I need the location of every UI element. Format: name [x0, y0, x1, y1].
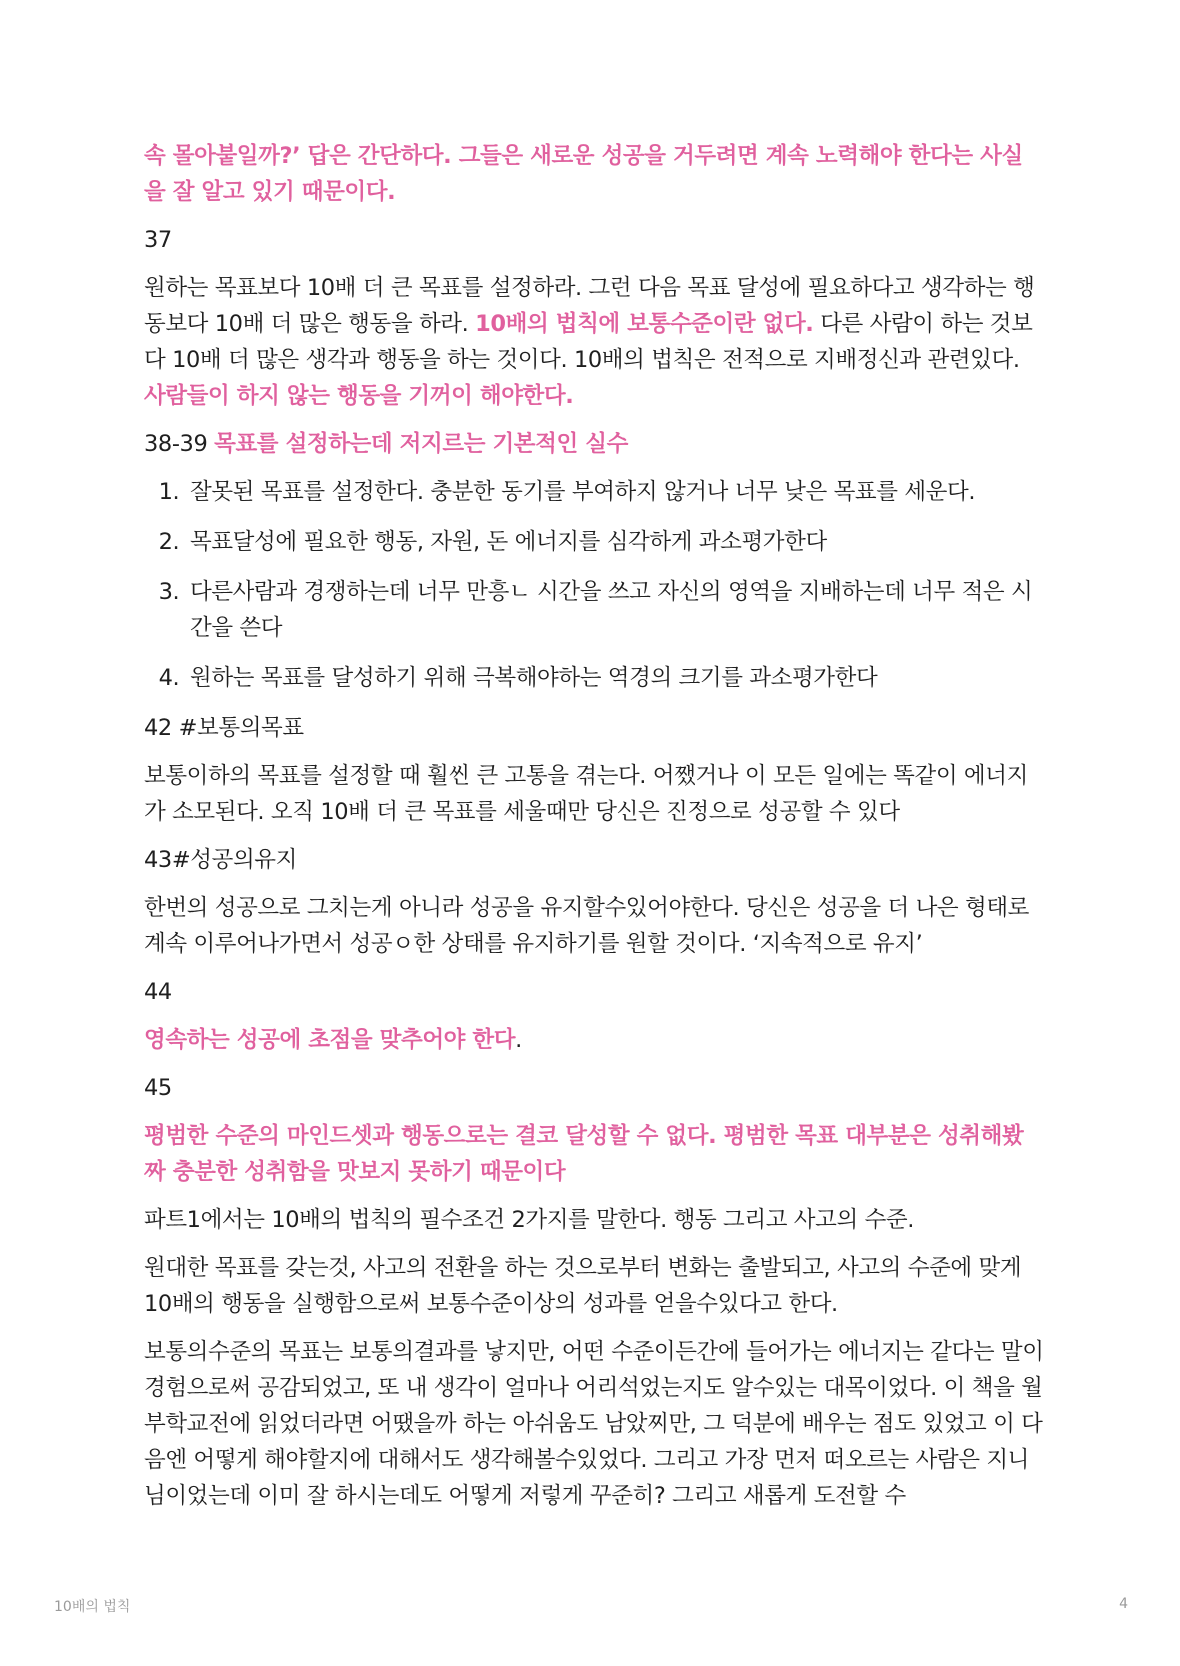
list-item: 3. 다른사람과 경쟁하는데 너무 만흥ㄴ 시간을 쓰고 자신의 영역을 지배하는데 너무 적은 시간을 쓴다 — [186, 574, 1044, 646]
paragraph-44-period: . — [515, 1027, 522, 1053]
footer-page-number: 4 — [1119, 1596, 1128, 1612]
section-number-44: 44 — [144, 979, 172, 1005]
summary-paragraph-3: 보통의수준의 목표는 보통의결과를 낳지만, 어떤 수준이든간에 들어가는 에너지는 같다는 말이 경험으로써 공감되었고, 또 내 생각이 얼마나 어리석었는지도 알수있는 대목이었다. 이 책을 월부학교전에 읽었더라면 어땠을까 하는 아쉬움도 남았찌만, 그 덕분에 배우는 점도 있었고 이 다음엔 어떻게 해야할지에 대해서도 생각해볼수있었다. 그리고 가장 먼저 떠오르는 사람은 지니님이었는데 이미 잘 하시는데도 어떻게 저렇게 꾸준히? 그리고 새롭게 도전할 수 — [144, 1339, 1044, 1509]
section-number-45: 45 — [144, 1075, 172, 1101]
paragraph-43: 한번의 성공으로 그치는게 아니라 성공을 유지할수있어야한다. 당신은 성공을 더 나은 형태로 계속 이루어나가면서 성공ㅇ한 상태를 유지하기를 원할 것이다. ‘지속적으로 유지’ — [144, 895, 1030, 957]
paragraph-37-highlight-2: 사람들이 하지 않는 행동을 기꺼이 해야한다. — [144, 383, 574, 409]
section-heading-38-39 — [144, 426, 1044, 462]
list-item: 4. 원하는 목표를 달성하기 위해 극복해야하는 역경의 크기를 과소평가한다 — [186, 660, 1044, 696]
paragraph-37-highlight-1: 10배의 법칙에 보통수준이란 없다. — [475, 311, 814, 337]
section-heading-43: 43#성공의유지 — [144, 847, 297, 873]
section-heading-42: 42 #보통의목표 — [144, 715, 304, 741]
paragraph-42: 보통이하의 목표를 설정할 때 훨씬 큰 고통을 겪는다. 어쨌거나 이 모든 일에는 똑같이 에너지가 소모된다. 오직 10배 더 큰 목표를 세울때만 당신은 진정으로 성공할 수 있다 — [144, 763, 1028, 825]
summary-paragraph-1: 파트1에서는 10배의 법칙의 필수조건 2가지를 말한다. 행동 그리고 사고의 수준. — [144, 1207, 914, 1233]
section-number-37: 37 — [144, 227, 172, 253]
list-item: 1. 잘못된 목표를 설정한다. 충분한 동기를 부여하지 않거나 너무 낮은 목표를 세운다. — [186, 474, 1044, 510]
paragraph-44 — [144, 1022, 1044, 1058]
footer-document-title: 10배의 법칙 — [54, 1599, 131, 1615]
document-body — [144, 138, 1044, 1526]
paragraph-45-highlight: 평범한 수준의 마인드셋과 행동으로는 결코 달성할 수 없다. 평범한 목표 대부분은 성취해봤짜 충분한 성취함을 맛보지 못하기 때문이다 — [144, 1123, 1024, 1185]
mistakes-list — [144, 474, 1044, 696]
list-item: 2. 목표달성에 필요한 행동, 자원, 돈 에너지를 심각하게 과소평가한다 — [186, 524, 1044, 560]
section-number-38-39: 38-39 — [144, 431, 215, 457]
summary-paragraph-2: 원대한 목표를 갖는것, 사고의 전환을 하는 것으로부터 변화는 출발되고, 사고의 수준에 맞게 10배의 행동을 실행함으로써 보통수준이상의 성과를 얻을수있다고 한다. — [144, 1255, 1022, 1317]
intro-highlight: 속 몰아붙일까?’ 답은 간단하다. 그들은 새로운 성공을 거두려면 계속 노력해야 한다는 사실을 잘 알고 있기 때문이다. — [144, 143, 1023, 205]
section-title-38-39: 목표를 설정하는데 저지르는 기본적인 실수 — [214, 431, 628, 457]
paragraph-37-text-b: 다른 사람이 하는 것보다 10배 더 많은 생각과 행동을 하는 것이다. 10배의 법칙은 전적으로 지배정신과 관련있다. — [144, 311, 1033, 373]
paragraph-44-highlight: 영속하는 성공에 초점을 맞추어야 한다 — [144, 1027, 516, 1053]
paragraph-37 — [144, 270, 1044, 414]
paragraph-37-text-a: 원하는 목표보다 10배 더 큰 목표를 설정하라. 그런 다음 목표 달성에 필요하다고 생각하는 행동보다 10배 더 많은 행동을 하라. — [144, 275, 1035, 337]
